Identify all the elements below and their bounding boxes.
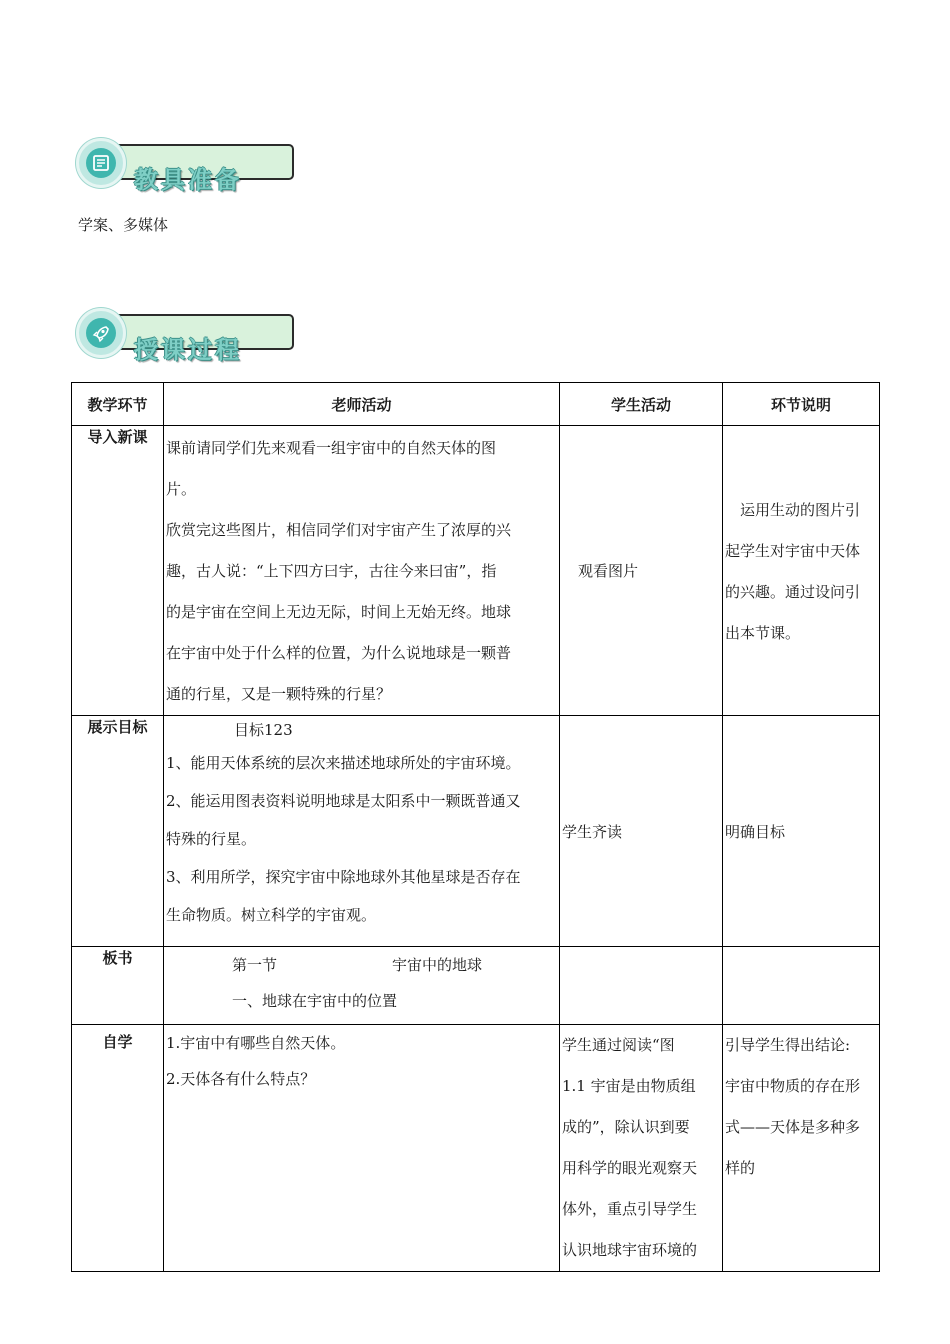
note-line: 明确目标: [725, 822, 786, 841]
student-line: 体外，重点引导学生: [562, 1200, 698, 1218]
student-line: 用科学的眼光观察天: [562, 1159, 698, 1177]
section-title-process: 授课过程: [134, 336, 242, 364]
teacher-cell: [164, 947, 560, 1025]
board-title-row: [232, 947, 559, 983]
teacher-line: 目标123: [234, 721, 293, 739]
student-line: 成的”，除认识到要: [562, 1118, 690, 1136]
teacher-cell: [164, 1025, 560, 1272]
teacher-line: 在宇宙中处于什么样的位置，为什么说地球是一颗普: [166, 644, 512, 662]
note-cell: [723, 947, 880, 1025]
stage-cell: 展示目标: [72, 716, 164, 947]
board-section-title: 宇宙中的地球: [392, 956, 483, 974]
teacher-line: 趣，古人说：“上下四方曰宇，古往今来曰宙”，指: [166, 562, 497, 580]
table-header-row: [72, 383, 880, 426]
stage-cell: 自学: [72, 1025, 164, 1272]
header-teacher: 老师活动: [164, 383, 560, 426]
board-subtitle: 一、地球在宇宙中的位置: [232, 992, 398, 1010]
student-cell: [560, 426, 723, 716]
board-section-number: 第一节: [232, 956, 278, 974]
teacher-line: 2、能运用图表资料说明地球是太阳系中一颗既普通又: [166, 792, 521, 810]
table-row: [72, 426, 880, 716]
stage-cell: 板书: [72, 947, 164, 1025]
teacher-cell: [164, 426, 560, 716]
header-student: 学生活动: [560, 383, 723, 426]
table-row: [72, 947, 880, 1025]
teacher-line: 1、能用天体系统的层次来描述地球所处的宇宙环境。: [166, 754, 521, 772]
stage-cell: 导入新课: [72, 426, 164, 716]
teacher-line: 特殊的行星。: [166, 830, 257, 848]
student-line: 认识地球宇宙环境的: [562, 1241, 698, 1259]
header-note: 环节说明: [723, 383, 880, 426]
note-line: 引导学生得出结论:: [725, 1036, 851, 1054]
teacher-line: 欣赏完这些图片，相信同学们对宇宙产生了浓厚的兴: [166, 521, 512, 539]
note-line: 样的: [725, 1159, 756, 1177]
note-cell: [723, 716, 880, 947]
section-title-prep: 教具准备: [134, 166, 242, 194]
teacher-line: 片。: [166, 480, 197, 498]
teacher-line: 1.宇宙中有哪些自然天体。: [166, 1034, 346, 1052]
student-line: 1.1 宇宙是由物质组: [562, 1077, 696, 1095]
teacher-line: 课前请同学们先来观看一组宇宙中的自然天体的图: [166, 439, 497, 457]
header-stage: 教学环节: [72, 383, 164, 426]
note-line: 宇宙中物质的存在形: [725, 1077, 861, 1095]
student-line: 观看图片: [578, 562, 639, 580]
note-cell: [723, 1025, 880, 1272]
teacher-line: 通的行星，又是一颗特殊的行星？: [166, 685, 392, 703]
student-cell: [560, 947, 723, 1025]
student-line: 学生通过阅读“图: [562, 1036, 675, 1054]
table-row: [72, 1025, 880, 1272]
section-header-process: [76, 308, 296, 366]
lesson-table: [71, 382, 880, 1272]
note-line: 运用生动的图片引: [740, 500, 861, 519]
note-line: 起学生对宇宙中天体: [725, 541, 861, 560]
prep-content: 学案、多媒体: [78, 216, 169, 234]
student-cell: [560, 1025, 723, 1272]
teacher-cell: [164, 716, 560, 947]
note-cell: [723, 426, 880, 716]
teacher-line: 的是宇宙在空间上无边无际，时间上无始无终。地球: [166, 603, 512, 621]
rocket-icon: [76, 308, 126, 358]
teacher-line: 3、利用所学，探究宇宙中除地球外其他星球是否存在: [166, 868, 521, 886]
teacher-line: 生命物质。树立科学的宇宙观。: [166, 906, 377, 924]
student-line: 学生齐读: [562, 822, 623, 841]
note-line: 式——天体是多种多: [725, 1118, 861, 1136]
note-line: 的兴趣。通过设问引: [725, 582, 861, 601]
note-line: 出本节课。: [725, 623, 801, 642]
table-row: [72, 716, 880, 947]
section-header-prep: [76, 138, 296, 196]
newspaper-icon: [76, 138, 126, 188]
teacher-line: 2.天体各有什么特点？: [166, 1070, 316, 1088]
student-cell: [560, 716, 723, 947]
